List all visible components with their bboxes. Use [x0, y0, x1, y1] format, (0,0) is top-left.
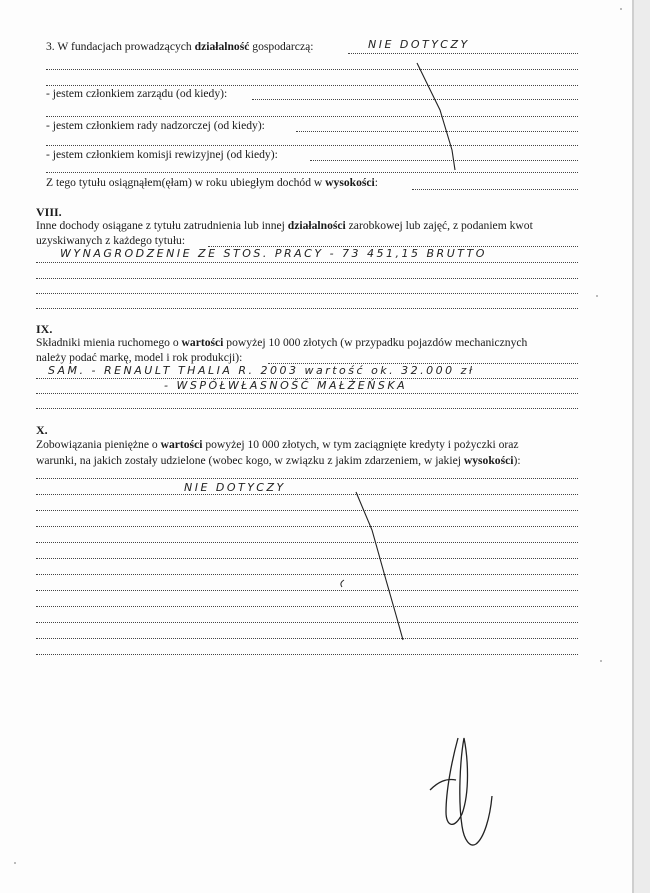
scan-speck — [596, 295, 598, 297]
scan-speck — [620, 8, 622, 10]
section-10-answer: NIE DOTYCZY — [184, 481, 286, 494]
q3-komisja: - jestem członkiem komisji rewizyjnej (od kiedy): — [46, 148, 278, 161]
scan-speck — [14, 862, 16, 864]
signature — [430, 738, 492, 845]
pen-mark — [341, 580, 344, 587]
strike-line-q3 — [417, 63, 455, 170]
scan-speck — [600, 660, 602, 662]
section-9-answer-1: SAM. - RENAULT THALIA R. 2003 wartość ok. 32.000 zł — [48, 364, 475, 377]
section-10-text-2: warunki, na jakich zostały udzielone (wobec kogo, w związku z jakim zdarzeniem, w jakiej wysokości): — [36, 454, 521, 467]
section-9-text-2: należy podać markę, model i rok produkcji): — [36, 351, 243, 364]
section-8-text-2: uzyskiwanych z każdego tytułu: — [36, 234, 186, 247]
q3-rada: - jestem członkiem rady nadzorczej (od kiedy): — [46, 119, 265, 132]
section-8-number: VIII. — [36, 205, 62, 219]
section-10-number: X. — [36, 423, 48, 437]
q3-heading: 3. W fundacjach prowadzących działalność gospodarczą: — [46, 40, 314, 53]
q3-answer: NIE DOTYCZY — [368, 38, 470, 51]
section-10-text-1: Zobowiązania pieniężne o wartości powyżej 10 000 złotych, w tym zaciągnięte kredyty i pożyczki oraz — [36, 438, 519, 451]
section-9-text-1: Składniki mienia ruchomego o wartości powyżej 10 000 złotych (w przypadku pojazdów mechanicznych — [36, 336, 528, 349]
q3-zarzad: - jestem członkiem zarządu (od kiedy): — [46, 87, 228, 100]
q3-income: Z tego tytułu osiągnąłem(ęłam) w roku ubiegłym dochód w wysokości: — [46, 176, 378, 189]
section-8-answer: WYNAGRODZENIE ZE STOS. PRACY - 73 451,15 BRUTTO — [60, 247, 487, 260]
section-8-text-1: Inne dochody osiągane z tytułu zatrudnienia lub innej działalności zarobkowej lub zajęć, z podaniem kwot — [36, 219, 533, 232]
strike-line-s10 — [356, 492, 403, 640]
section-9-answer-2: - WSPÓŁWŁASNOŚĆ MAŁŻEŃSKA — [164, 379, 408, 392]
section-9-number: IX. — [36, 322, 53, 336]
